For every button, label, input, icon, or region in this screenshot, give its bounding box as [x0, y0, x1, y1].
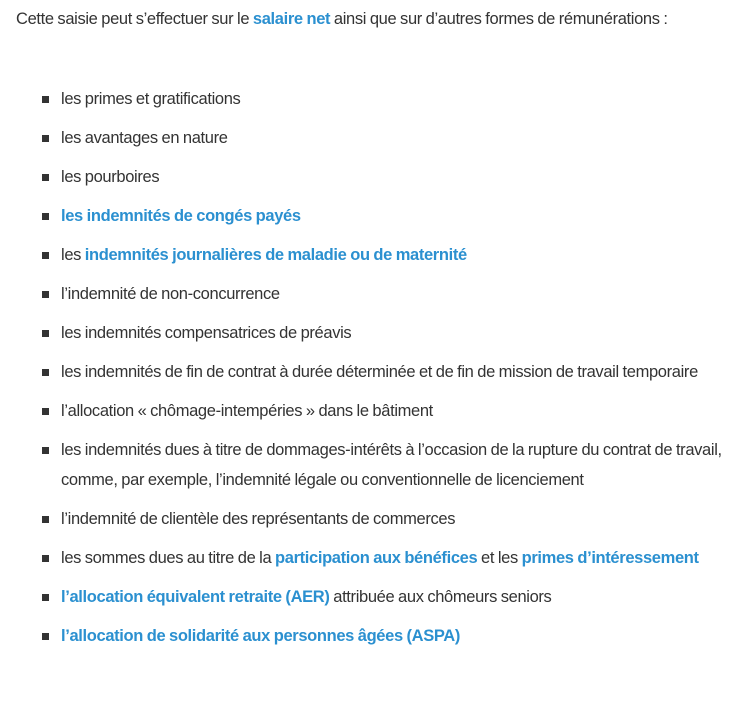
list-item-text: les indemnités de fin de contrat à durée déterminée et de fin de mission de travail temporaire	[61, 363, 698, 381]
square-bullet-icon	[42, 633, 49, 640]
list-item-text: les	[61, 246, 85, 264]
list-item-text: attribuée aux chômeurs seniors	[329, 588, 552, 606]
list-item-text: l’indemnité de clientèle des représentants de commerces	[61, 510, 456, 528]
square-bullet-icon	[42, 174, 49, 181]
list-item	[16, 240, 736, 270]
list-item	[16, 318, 736, 348]
square-bullet-icon	[42, 135, 49, 142]
list-item-text: l’allocation « chômage-intempéries » dans le bâtiment	[61, 402, 433, 420]
square-bullet-icon	[42, 594, 49, 601]
intro-paragraph	[16, 4, 736, 34]
list-item-text: l’indemnité de non-concurrence	[61, 285, 280, 303]
square-bullet-icon	[42, 447, 49, 454]
list-item	[16, 201, 736, 231]
list-item	[16, 123, 736, 153]
conges-payes-link[interactable]: les indemnités de congés payés	[61, 207, 301, 225]
list-item-text: les avantages en nature	[61, 129, 228, 147]
primes-interessement-link[interactable]: primes d’intéressement	[521, 549, 699, 567]
square-bullet-icon	[42, 252, 49, 259]
list-item-text: les primes et gratifications	[61, 90, 241, 108]
salaire-net-link[interactable]: salaire net	[252, 10, 331, 28]
intro-text-before: Cette saisie peut s’effectuer sur le	[16, 10, 253, 28]
intro-text-after: ainsi que sur d’autres formes de rémunérations :	[330, 10, 668, 28]
participation-benefices-link[interactable]: participation aux bénéfices	[275, 549, 478, 567]
list-item-text: et les	[477, 549, 522, 567]
list-item	[16, 162, 736, 192]
list-item-text: les sommes dues au titre de la	[61, 549, 276, 567]
square-bullet-icon	[42, 408, 49, 415]
square-bullet-icon	[42, 330, 49, 337]
list-item	[16, 357, 736, 387]
aer-link[interactable]: l’allocation équivalent retraite (AER)	[61, 588, 330, 606]
remuneration-list	[16, 84, 736, 660]
list-item-text: les indemnités dues à titre de dommages-intérêts à l’occasion de la rupture du contrat de travail, comme, par exemple, l’indemnité légale ou conventionnelle de licenciement	[61, 441, 722, 489]
indemnites-journalieres-link[interactable]: indemnités journalières de maladie ou de maternité	[84, 246, 467, 264]
list-item-text: les indemnités compensatrices de préavis	[61, 324, 352, 342]
list-item	[16, 621, 736, 651]
square-bullet-icon	[42, 291, 49, 298]
square-bullet-icon	[42, 369, 49, 376]
list-item	[16, 435, 736, 495]
list-item	[16, 504, 736, 534]
list-item	[16, 543, 736, 573]
article-content	[16, 4, 736, 34]
square-bullet-icon	[42, 555, 49, 562]
list-item-text: les pourboires	[61, 168, 160, 186]
square-bullet-icon	[42, 96, 49, 103]
square-bullet-icon	[42, 516, 49, 523]
list-item	[16, 582, 736, 612]
list-item	[16, 396, 736, 426]
square-bullet-icon	[42, 213, 49, 220]
list-item	[16, 84, 736, 114]
aspa-link[interactable]: l’allocation de solidarité aux personnes âgées (ASPA)	[61, 627, 461, 645]
list-item	[16, 279, 736, 309]
